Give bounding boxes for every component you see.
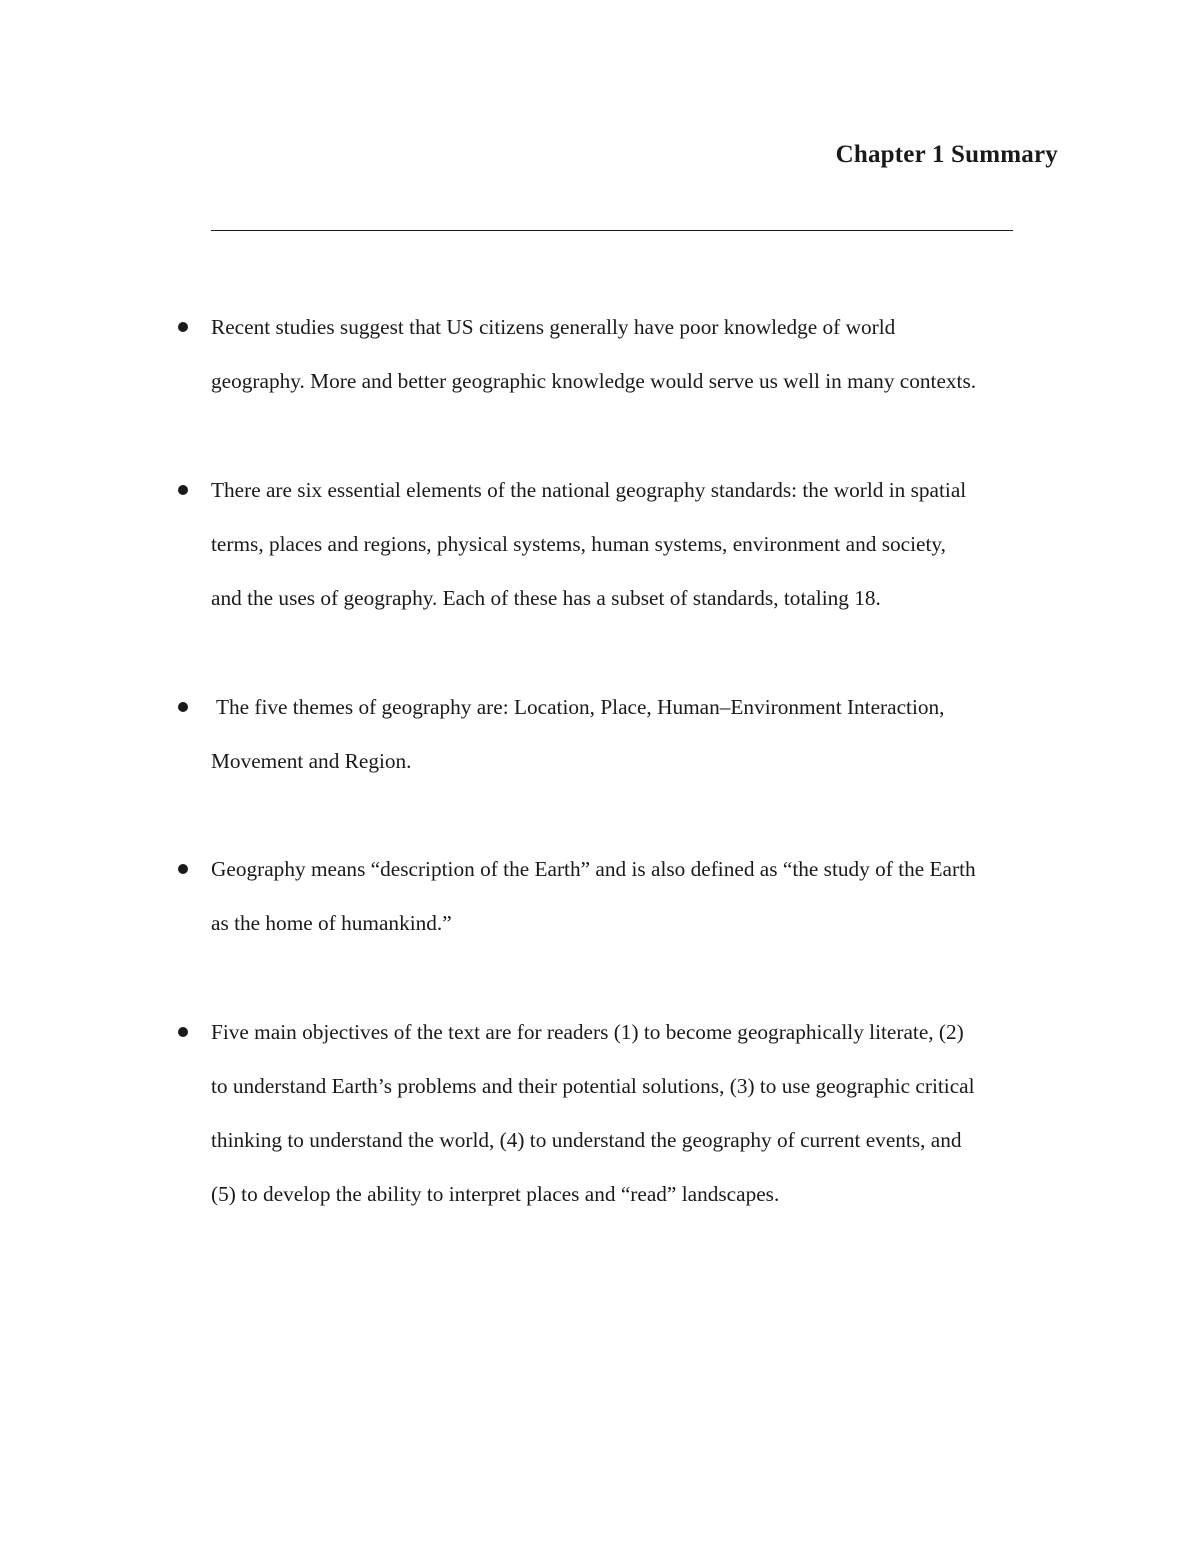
bullet-line: Five main objectives of the text are for readers (1) to become geographically literate, (2) (211, 1020, 964, 1044)
list-item (211, 1005, 1071, 1221)
bullet-line: to understand Earth’s problems and their potential solutions, (3) to use geographic critical (211, 1074, 975, 1098)
list-item (211, 680, 1071, 788)
bullet-line: thinking to understand the world, (4) to understand the geography of current events, and (211, 1128, 962, 1152)
bullet-line: (5) to develop the ability to interpret places and “read” landscapes. (211, 1182, 780, 1206)
bullet-line: terms, places and regions, physical systems, human systems, environment and society, (211, 532, 946, 556)
bullet-line: Geography means “description of the Earth” and is also defined as “the study of the Earth (211, 857, 976, 881)
bullet-line: Movement and Region. (211, 749, 412, 773)
bullet-icon (178, 702, 188, 712)
bullet-line: Recent studies suggest that US citizens generally have poor knowledge of world (211, 315, 896, 339)
bullet-line: as the home of humankind.” (211, 911, 452, 935)
bullet-icon (178, 485, 188, 495)
list-item (211, 463, 1071, 625)
bullet-icon (178, 1027, 188, 1037)
bullet-line: geography. More and better geographic knowledge would serve us well in many contexts. (211, 369, 977, 393)
bullet-line: There are six essential elements of the national geography standards: the world in spatial (211, 478, 967, 502)
bullet-icon (178, 322, 188, 332)
list-item (211, 842, 1071, 950)
bullet-icon (178, 864, 188, 874)
title-divider (211, 230, 1013, 231)
list-item (211, 300, 1071, 408)
bullet-line: The five themes of geography are: Location, Place, Human–Environment Interaction, (211, 695, 945, 719)
page-title: Chapter 1 Summary (835, 141, 1058, 168)
bullet-line: and the uses of geography. Each of these has a subset of standards, totaling 18. (211, 586, 881, 610)
